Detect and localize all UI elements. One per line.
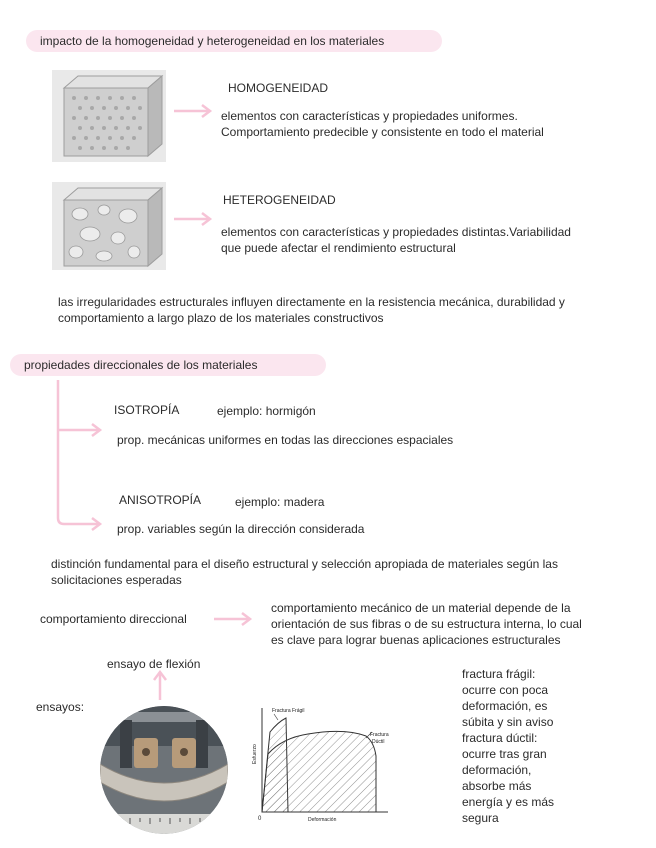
fracture-line: ocurre con poca (462, 683, 549, 697)
isotropy-heading: ISOTROPÍA (114, 403, 180, 417)
ductile-series-label (370, 732, 390, 745)
irregularities-note-line2: comportamiento a largo plazo de los materiales constructivos (58, 311, 384, 325)
anisotropy-desc: prop. variables según la dirección considerada (117, 522, 365, 536)
behavior-arrow-icon (214, 612, 254, 626)
stress-strain-chart (248, 702, 398, 826)
tests-label: ensayos: (36, 700, 85, 714)
fracture-line: energía y es más (462, 795, 555, 809)
chart-xlabel: Deformación (308, 817, 337, 823)
chart-origin-label: 0 (258, 816, 262, 822)
heterogeneity-desc-line2: que puede afectar el rendimiento estructural (221, 241, 456, 255)
ductile-series-label-word2: Dúctil (372, 739, 385, 745)
behavior-desc-line1: comportamiento mecánico de un material depende de la (271, 601, 571, 615)
heterogeneous-cube-image (52, 182, 166, 270)
section2-title: propiedades direccionales de los materiales (10, 354, 326, 376)
homogeneity-heading: HOMOGENEIDAD (228, 81, 329, 95)
bending-test-photo (100, 706, 228, 834)
homo-arrow-icon (174, 104, 214, 118)
brittle-leader-line (274, 714, 278, 720)
section1-title: impacto de la homogeneidad y heterogeneidad en los materiales (26, 30, 442, 52)
brittle-series-label: Fractura Frágil (272, 708, 305, 714)
bending-test-label: ensayo de flexión (107, 657, 201, 671)
homogeneity-desc-line1: elementos con características y propiedades uniformes. (221, 109, 518, 123)
fracture-line: fractura frágil: (462, 667, 536, 681)
homogeneous-cube-image (52, 70, 166, 162)
brittle-fracture-curve (262, 718, 288, 812)
hetero-arrow-icon (174, 212, 214, 226)
anisotropy-heading: ANISOTROPÍA (119, 493, 202, 507)
fracture-line: súbita y sin aviso (462, 715, 554, 729)
fracture-line: absorbe más (462, 779, 532, 793)
isotropy-example: ejemplo: hormigón (217, 404, 316, 418)
irregularities-note-line1: las irregularidades estructurales influyen directamente en la resistencia mecánica, durabilidad y (58, 295, 565, 309)
isotropy-desc: prop. mecánicas uniformes en todas las direcciones espaciales (117, 433, 454, 447)
fracture-line: segura (462, 811, 499, 825)
heterogeneity-desc-line1: elementos con características y propiedades distintas.Variabilidad (221, 225, 571, 239)
fracture-line: fractura dúctil: (462, 731, 538, 745)
behavior-desc-line3: es clave para lograr buenas aplicaciones estructurales (271, 633, 561, 647)
behavior-desc-line2: orientación de sus fibras o de su estructura interna, lo cual (271, 617, 582, 631)
bracket-connector (50, 376, 106, 532)
fracture-description (462, 666, 612, 826)
fracture-line: deformación, (462, 763, 532, 777)
chart-ylabel: Esfuerzo (252, 744, 258, 764)
anisotropy-example: ejemplo: madera (235, 495, 325, 509)
directional-behavior-label: comportamiento direccional (40, 612, 187, 626)
directional-note-line1: distinción fundamental para el diseño estructural y selección apropiada de materiales según las (51, 557, 558, 571)
homogeneity-desc-line2: Comportamiento predecible y consistente en todo el material (221, 125, 544, 139)
heterogeneity-heading: HETEROGENEIDAD (223, 193, 336, 207)
directional-note-line2: solicitaciones esperadas (51, 573, 182, 587)
fracture-line: deformación, es (462, 699, 548, 713)
ductile-series-label-word1: Fractura (370, 732, 389, 738)
up-arrow-icon (152, 670, 168, 700)
fracture-line: ocurre tras gran (462, 747, 547, 761)
